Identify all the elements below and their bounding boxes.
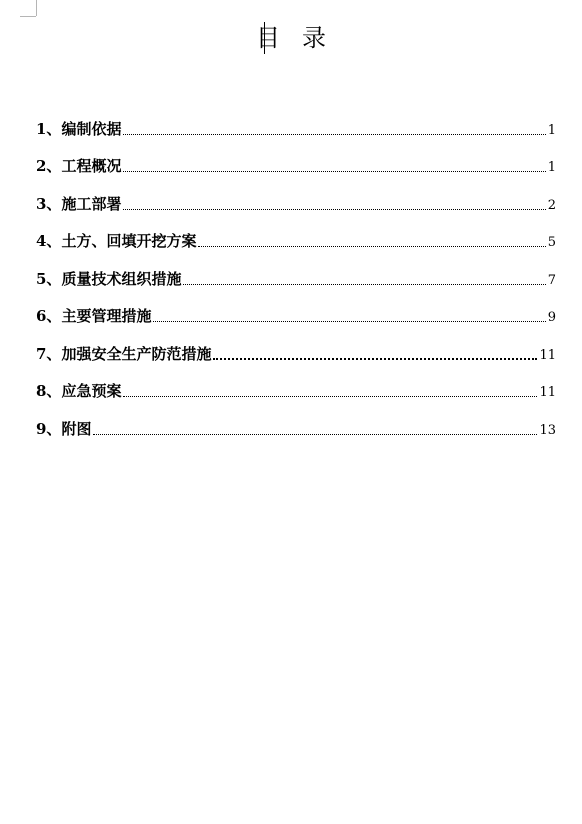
toc-entry-number: 5、 [36, 269, 62, 288]
toc-entry-label: 主要管理措施 [61, 307, 152, 325]
toc-title [0, 20, 582, 56]
toc-entry-number: 3、 [36, 194, 62, 213]
toc-dot-leader [123, 208, 545, 210]
toc-entry-number: 6、 [36, 307, 62, 325]
toc-entry-page: 2 [547, 197, 556, 213]
toc-dot-leader [213, 357, 537, 360]
toc-entry-page: 13 [539, 422, 556, 438]
toc-entry-label: 质量技术组织措施 [61, 269, 182, 288]
toc-dot-leader [198, 245, 545, 247]
crop-mark-horizontal [20, 16, 36, 17]
toc-entry-label: 施工部署 [61, 194, 122, 213]
toc-entry-2[interactable] [36, 139, 556, 177]
toc-entry-1[interactable] [36, 101, 556, 139]
toc-entry-label: 应急预案 [61, 382, 122, 400]
toc-dot-leader [153, 320, 545, 322]
crop-mark-vertical [36, 0, 37, 16]
toc-entry-number: 9、 [36, 419, 62, 438]
table-of-contents [36, 101, 556, 439]
toc-entry-number: 2、 [36, 157, 62, 175]
toc-entry-label: 工程概况 [61, 157, 122, 175]
toc-entry-number: 4、 [36, 232, 62, 250]
toc-entry-page: 9 [547, 310, 556, 325]
toc-entry-number: 8、 [36, 382, 62, 400]
toc-title-char-2: 录 [302, 24, 326, 52]
toc-entry-label: 附图 [61, 419, 92, 438]
toc-entry-page: 1 [547, 160, 556, 175]
toc-entry-number: 7、 [36, 344, 62, 363]
toc-entry-page: 11 [539, 347, 556, 363]
toc-entry-9[interactable] [36, 401, 556, 439]
toc-entry-page: 11 [539, 385, 556, 400]
toc-dot-leader [123, 395, 537, 397]
toc-entry-label: 编制依据 [61, 119, 122, 138]
toc-dot-leader [123, 133, 545, 135]
toc-entry-label: 土方、回填开挖方案 [61, 232, 197, 250]
toc-dot-leader [183, 283, 545, 285]
toc-entry-5[interactable] [36, 251, 556, 289]
toc-title-char-1: 目 [256, 24, 280, 52]
toc-entry-3[interactable] [36, 176, 556, 214]
toc-entry-number: 1、 [36, 119, 62, 138]
toc-entry-6[interactable] [36, 289, 556, 327]
toc-dot-leader [123, 170, 545, 172]
toc-entry-label: 加强安全生产防范措施 [61, 344, 212, 363]
toc-entry-4[interactable] [36, 214, 556, 252]
toc-entry-8[interactable] [36, 364, 556, 402]
toc-entry-page: 1 [547, 122, 556, 138]
toc-entry-page: 7 [547, 272, 556, 288]
toc-entry-page: 5 [547, 235, 556, 250]
toc-entry-7[interactable] [36, 326, 556, 364]
toc-dot-leader [93, 433, 537, 435]
